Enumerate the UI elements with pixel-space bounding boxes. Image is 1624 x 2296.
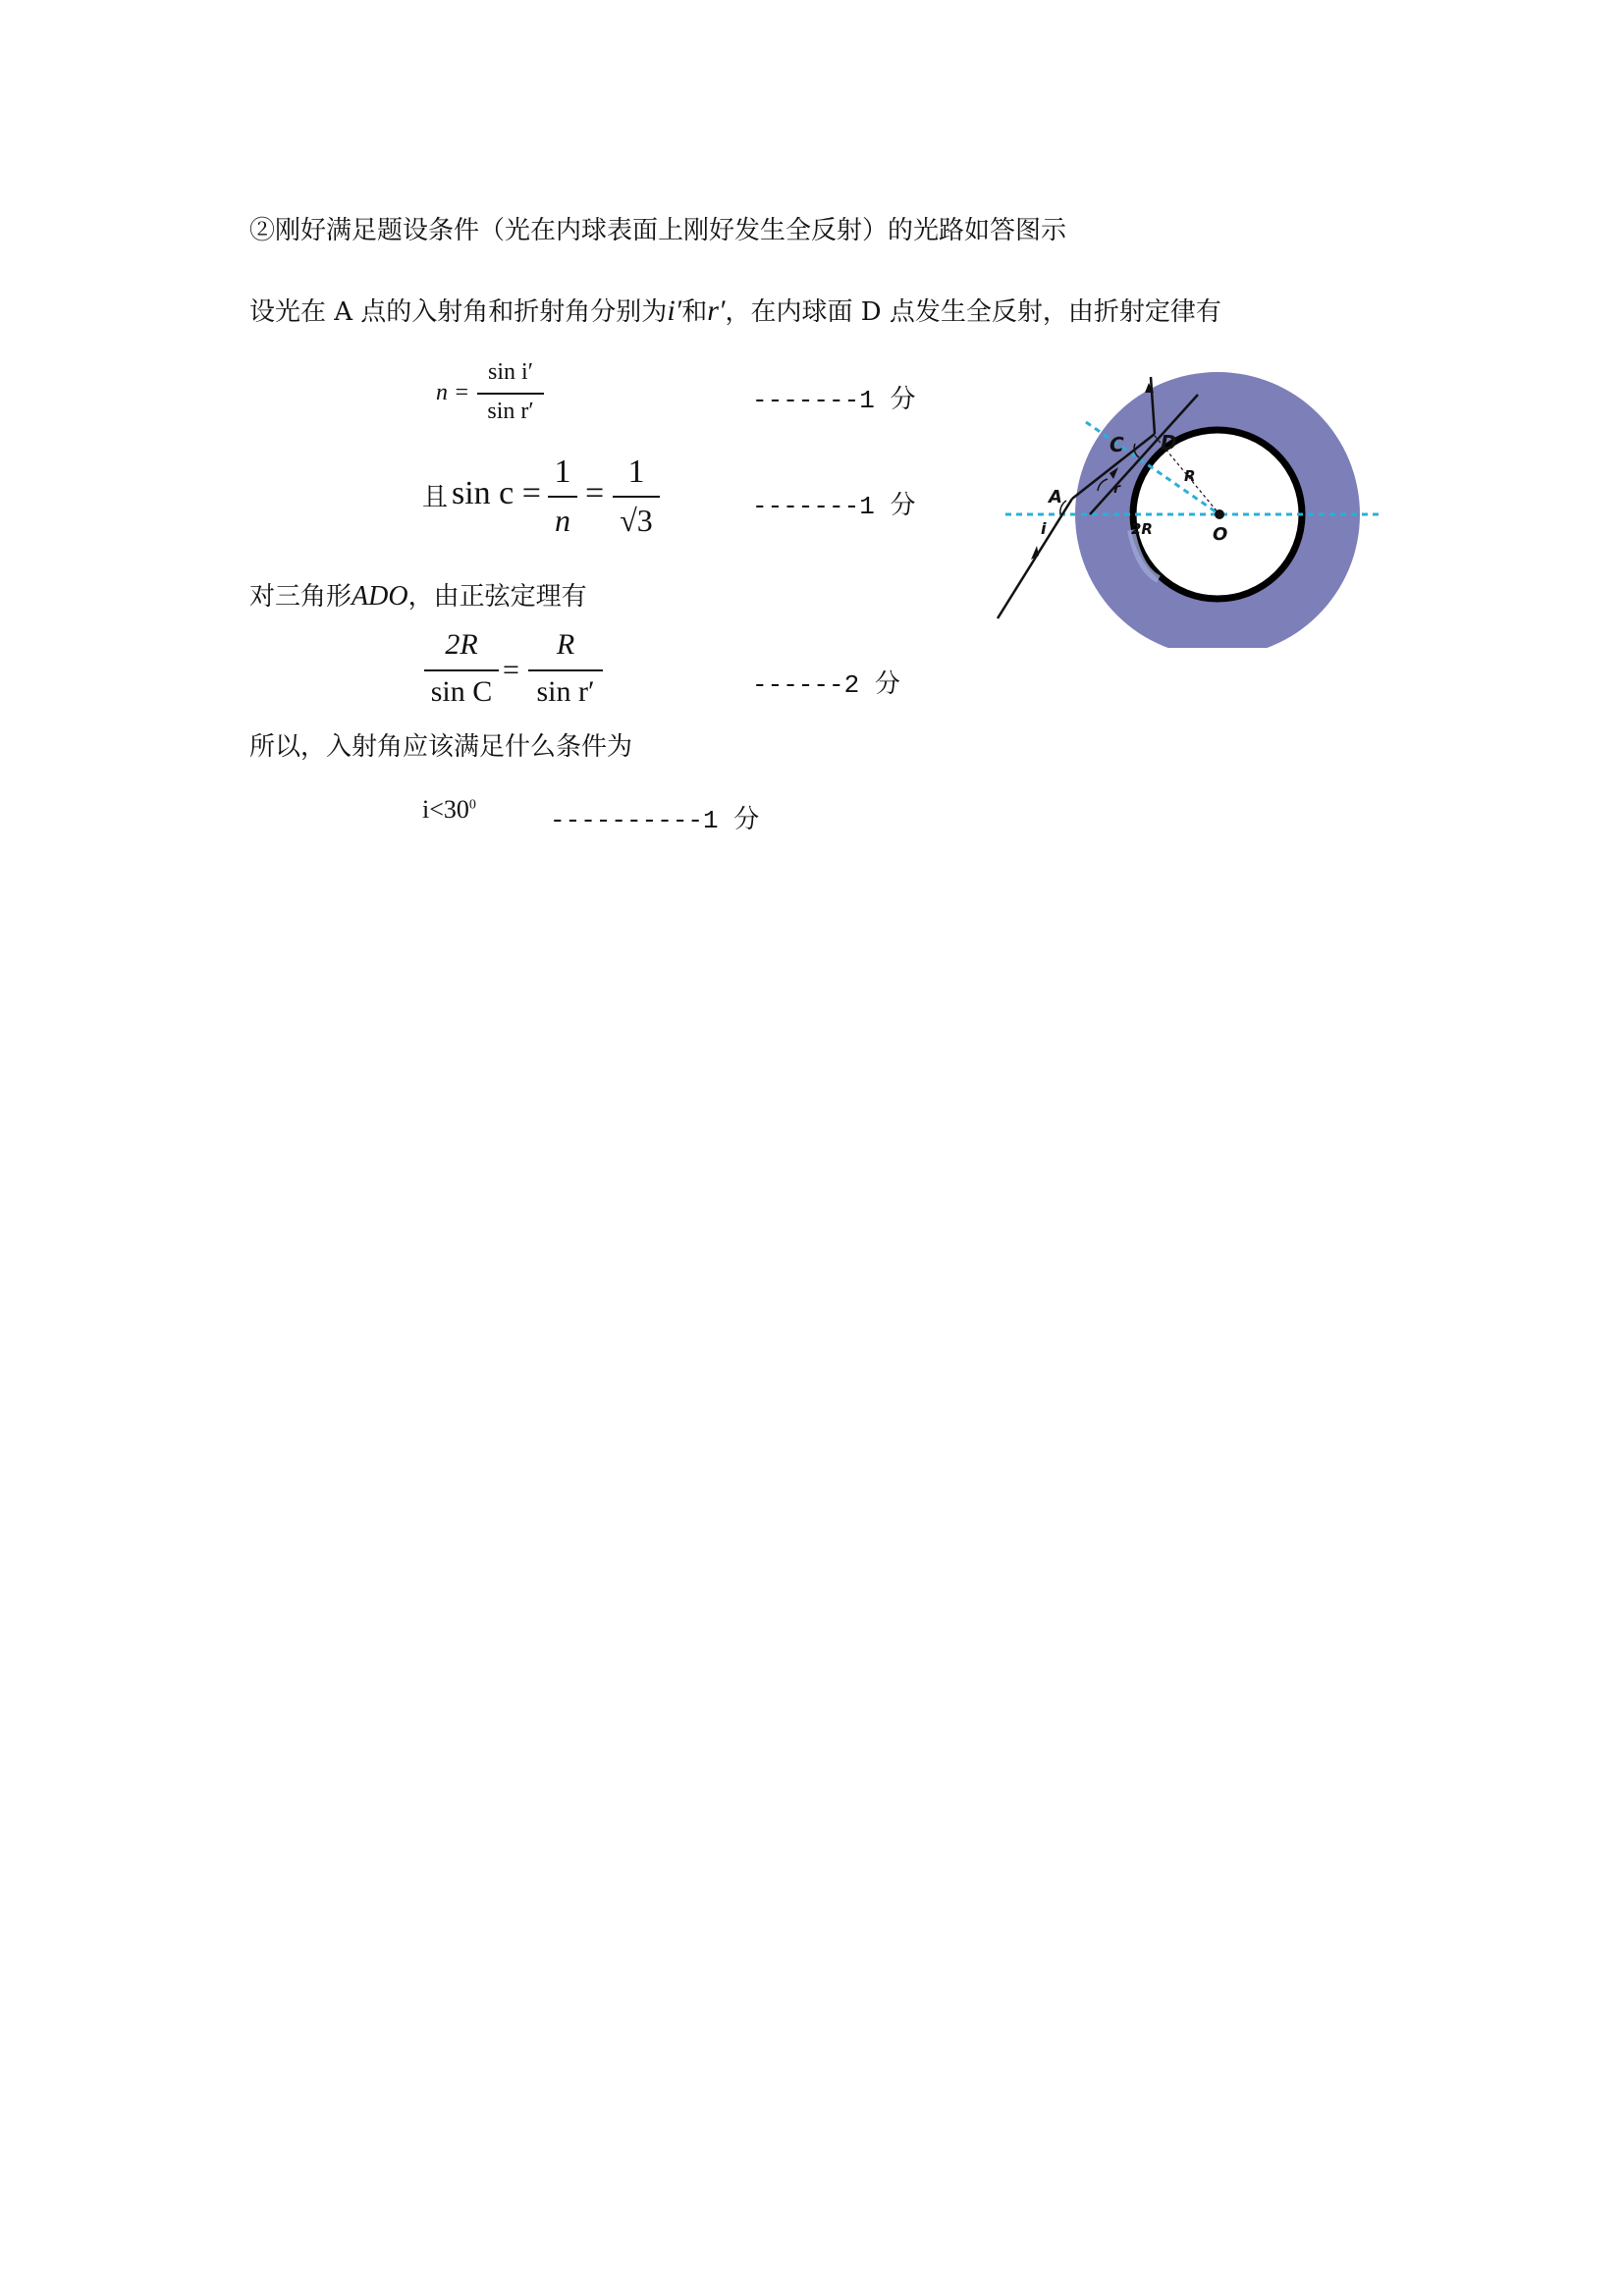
eq1-fraction (477, 359, 544, 428)
eq3-num1: 2R (445, 628, 478, 661)
eq2-num2: 1 (627, 454, 645, 490)
eq3-den2: sin r′ (536, 675, 595, 708)
label-O: O (1213, 524, 1228, 545)
eq3-num2: R (556, 628, 575, 661)
eq3-equals: = (503, 654, 519, 686)
eq4-text: $i<30^0$ (422, 795, 476, 824)
label-r: r (1113, 481, 1120, 497)
incident-ray (998, 499, 1072, 618)
eq2-fraction-1 (548, 454, 577, 542)
eq2-den2: √3 (620, 503, 653, 538)
eq1-denominator: sin r′ (487, 399, 534, 424)
eq2-equals: = (585, 475, 605, 511)
eq2-score: -------1 分 (752, 491, 916, 521)
description-line (249, 296, 1221, 326)
conclusion-line: 所以，入射角应该满足什么条件为 (249, 732, 633, 762)
eq2-den1: n (555, 503, 570, 538)
center-point (1215, 509, 1224, 519)
label-R: R (1184, 467, 1196, 485)
eq2-prefix: 且 (422, 483, 449, 512)
label-D: D (1161, 431, 1177, 454)
eq3-den1: sin C (430, 675, 493, 708)
description-suffix: ，在内球面 D 点发生全反射，由折射定律有 (725, 297, 1221, 327)
eq3-fraction-1 (424, 628, 499, 717)
optics-figure (992, 353, 1384, 648)
symbol-r-prime: r′ (707, 294, 726, 327)
triangle-line (249, 583, 587, 611)
description-prefix: 设光在 A 点的入射角和折射角分别为 (249, 297, 668, 327)
description-mid: 和 (681, 297, 708, 327)
label-C: C (1110, 433, 1124, 456)
label-A: A (1049, 487, 1062, 507)
eq2-num1: 1 (554, 454, 571, 490)
eq1-score: -------1 分 (752, 385, 916, 415)
symbol-i-prime: i′ (667, 294, 682, 327)
eq1-numerator: sin i′ (488, 359, 533, 385)
heading-line: ②刚好满足题设条件（光在内球表面上刚好发生全反射）的光路如答图示 (249, 216, 1067, 245)
triangle-prefix: 对三角形 (249, 582, 352, 612)
label-2R: 2R (1131, 520, 1153, 538)
eq4-score: ----------1 分 (550, 805, 760, 835)
eq1-lhs: n = (436, 380, 470, 405)
triangle-suffix: ，由正弦定理有 (407, 582, 587, 612)
label-i: i (1041, 519, 1047, 538)
eq3-score: ------2 分 (752, 669, 900, 700)
eq2-fraction-2 (613, 454, 660, 542)
triangle-ado: ADO (352, 581, 408, 612)
eq2-lhs: sin c = (452, 475, 541, 511)
eq3-fraction-2 (528, 628, 603, 717)
